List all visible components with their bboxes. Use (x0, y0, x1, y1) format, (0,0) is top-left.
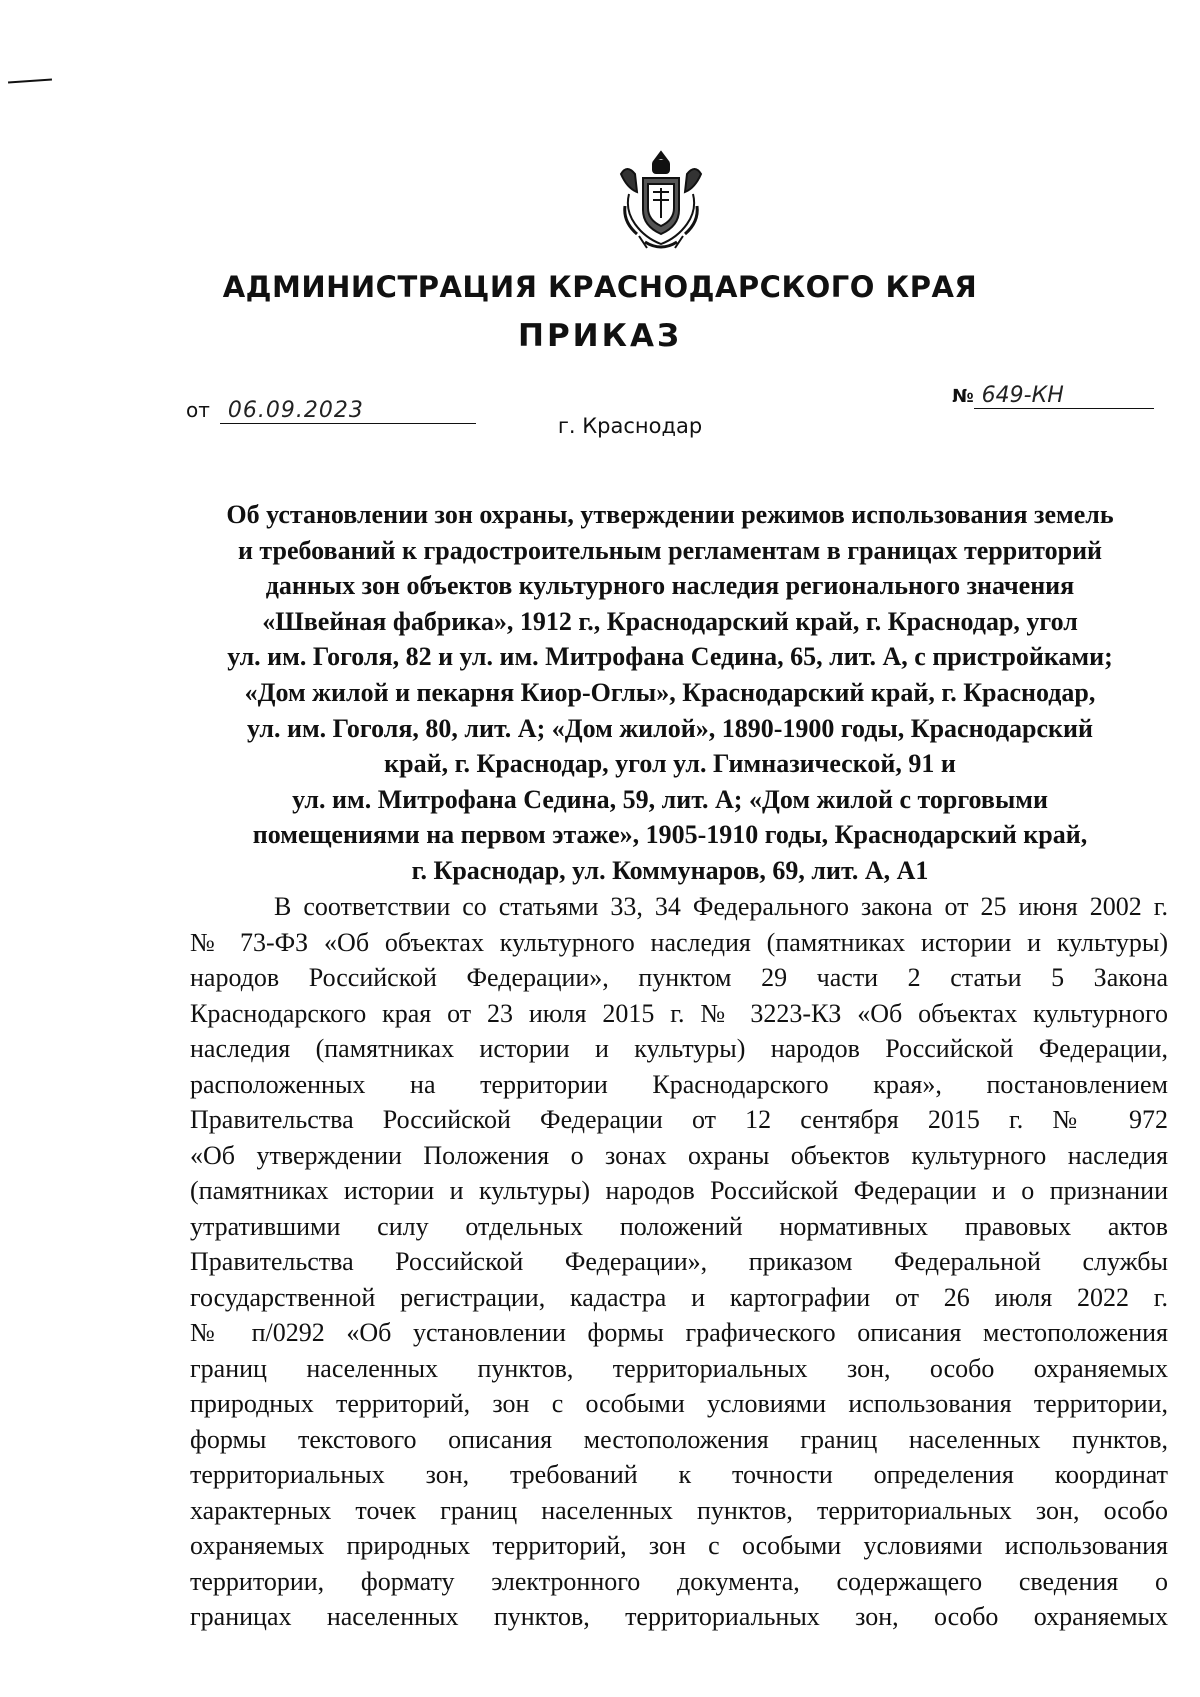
body-line: № 73-ФЗ «Об объектах культурного наследия (памятниках истории и культуры) (190, 927, 1168, 957)
organization-title: АДМИНИСТРАЦИЯ КРАСНОДАРСКОГО КРАЯ (222, 270, 978, 304)
subject-line: ул. им. Митрофана Седина, 59, лит. А; «Дом жилой с торговыми (292, 784, 1048, 814)
number-field (952, 383, 1154, 409)
body-line: «Об утверждении Положения о зонах охраны объектов культурного наследия (190, 1140, 1168, 1170)
body-line: расположенных на территории Краснодарского края», постановлением (190, 1069, 1168, 1099)
body-line: Краснодарского края от 23 июля 2015 г. № 3223-КЗ «Об объектах культурного (190, 998, 1168, 1028)
body-line: формы текстового описания местоположения границ населенных пунктов, (190, 1424, 1168, 1454)
subject-line: г. Краснодар, ул. Коммунаров, 69, лит. А, А1 (411, 855, 929, 885)
body-line: государственной регистрации, кадастра и картографии от 26 июля 2022 г. (190, 1282, 1168, 1312)
body-line: характерных точек границ населенных пунктов, территориальных зон, особо (190, 1495, 1168, 1525)
body-line: границ населенных пунктов, территориальных зон, особо охраняемых (190, 1353, 1168, 1383)
document-type-heading: ПРИКАЗ (518, 318, 682, 354)
scan-mark (8, 78, 52, 83)
number-prefix: № (952, 386, 974, 407)
subject-line: край, г. Краснодар, угол ул. Гимназической, 91 и (384, 749, 956, 779)
body-line: территории, формату электронного документа, содержащего сведения о (190, 1566, 1168, 1596)
subject-line: и требований к градостроительным регламентам в границах территорий (237, 535, 1103, 565)
body-line: природных территорий, зон с особыми условиями использования территории, (190, 1389, 1168, 1418)
date-value: 06.09.2023 (220, 398, 476, 424)
number-value: 649-КН (974, 383, 1154, 409)
subject-line: данных зон объектов культурного наследия регионального значения (265, 571, 1075, 601)
body-line: наследия (памятниках истории и культуры) народов Российской Федерации, (190, 1034, 1168, 1063)
body-paragraph (190, 889, 1168, 1635)
body-line: Правительства Российской Федерации от 12 сентября 2015 г. № 972 (190, 1105, 1168, 1134)
city-line: г. Краснодар (557, 414, 703, 438)
subject-line: «Швейная фабрика», 1912 г., Краснодарский край, г. Краснодар, угол (262, 606, 1078, 636)
date-prefix: от (186, 398, 210, 422)
subject-line: Об установлении зон охраны, утверждении режимов использования земель (226, 500, 1114, 529)
body-line: границах населенных пунктов, территориальных зон, особо охраняемых (190, 1602, 1168, 1631)
document-subject (170, 497, 1170, 889)
body-line: В соответствии со статьями 33, 34 Федерального закона от 25 июня 2002 г. (274, 892, 1168, 921)
body-line: охраняемых природных территорий, зон с особыми условиями использования (190, 1531, 1168, 1560)
body-line: Правительства Российской Федерации», приказом Федеральной службы (190, 1247, 1168, 1276)
body-line: № п/0292 «Об установлении формы графического описания местоположения (190, 1318, 1168, 1347)
body-line: утратившими силу отдельных положений нормативных правовых актов (190, 1211, 1168, 1241)
body-line: (памятниках истории и культуры) народов Российской Федерации и о признании (190, 1176, 1168, 1205)
body-line: народов Российской Федерации», пунктом 29 части 2 статьи 5 Закона (190, 963, 1168, 992)
coat-of-arms-icon (615, 148, 707, 256)
subject-line: ул. им. Гоголя, 82 и ул. им. Митрофана Седина, 65, лит. А, с пристройками; (227, 642, 1113, 672)
body-line: территориальных зон, требований к точности определения координат (190, 1460, 1168, 1489)
subject-line: помещениями на первом этаже», 1905-1910 годы, Краснодарский край, (252, 820, 1088, 850)
subject-line: ул. им. Гоголя, 80, лит. А; «Дом жилой», 1890-1900 годы, Краснодарский (247, 713, 1093, 743)
subject-line: «Дом жилой и пекарня Киор-Оглы», Краснодарский край, г. Краснодар, (244, 677, 1096, 707)
